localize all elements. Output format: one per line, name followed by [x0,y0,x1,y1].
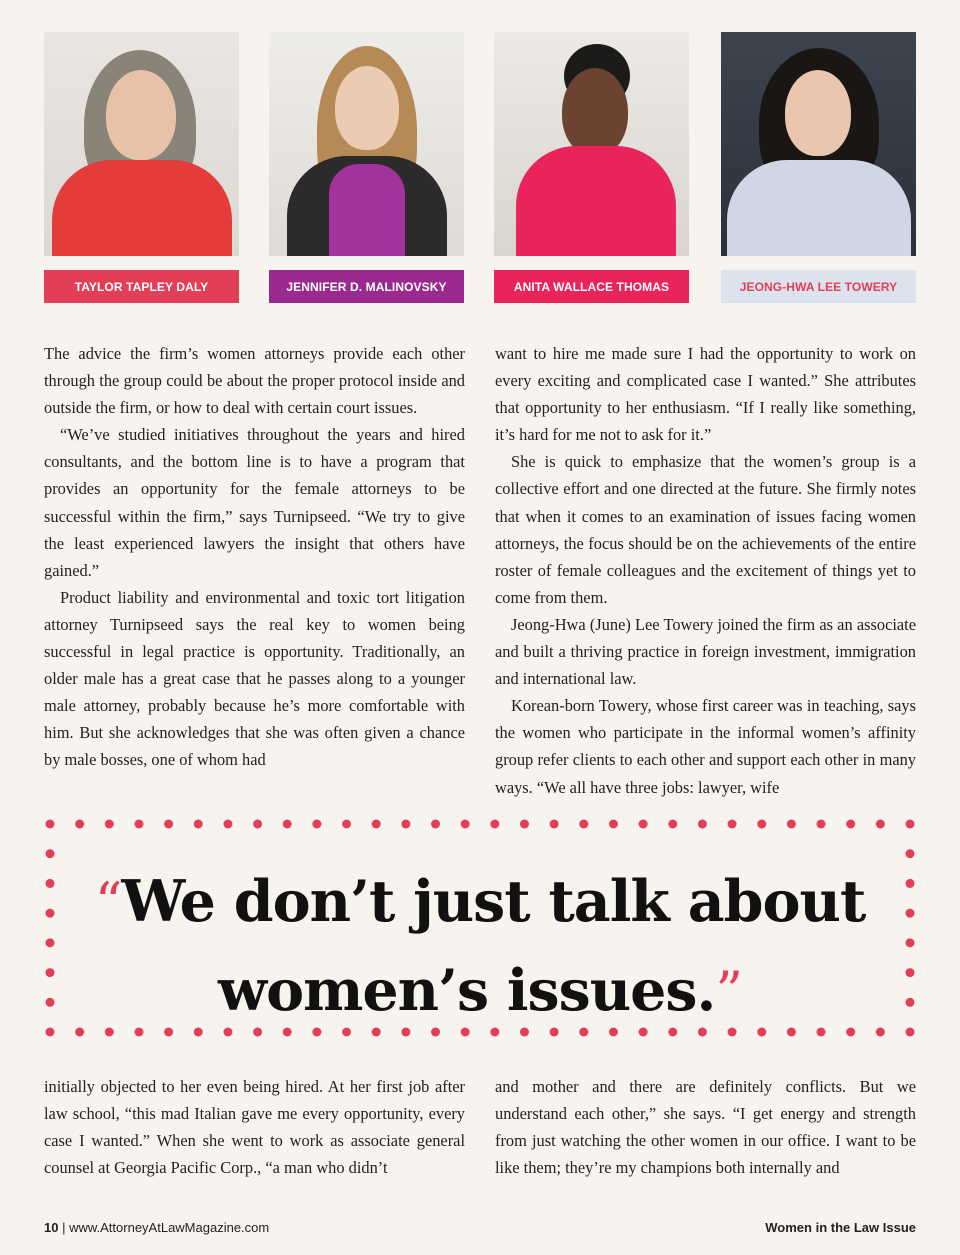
border-dot [283,820,292,829]
border-dot [728,820,737,829]
paragraph: She is quick to emphasize that the women’s group is a collective effort and one directed at the future. She firmly notes that when it comes to an examination of issues facing women attorneys, the focus should be on the achievements of the entire roster of female colleagues and the excitement of things yet to come from them. [495,452,916,607]
footer-separator: | [58,1220,70,1235]
paragraph: “We’ve studied initiatives throughout the years and hired consultants, and the bottom line is to have a program that provides an opportunity for the female attorneys to be successful within the firm,” says Turnipseed. “We try to give the least experienced lawyers the insight that others have gained.” [44,425,465,580]
border-dot [194,820,203,829]
border-dot [698,820,707,829]
portrait-card-towery [721,32,916,294]
border-dot [372,820,381,829]
paragraph: Korean-born Towery, whose first career was in teaching, says the women who participate in the informal women’s affinity group refer clients to each other and support each other in many ways. “We all have three jobs: lawyer, wife [495,696,916,797]
paragraph: Jeong-Hwa (June) Lee Towery joined the firm as an associate and built a thriving practice in foreign investment, immigration and international law. [495,614,916,689]
pull-quote [44,858,916,1036]
border-dot [105,820,114,829]
border-dot [520,820,529,829]
border-dot [876,820,885,829]
border-dot [639,820,648,829]
border-dot [787,820,796,829]
portrait-card-malinovsky [269,32,464,294]
border-dot [490,820,499,829]
border-dot [431,820,440,829]
pull-quote-box [44,818,916,1038]
border-dot [75,820,84,829]
portrait-photo-malinovsky [269,32,464,256]
border-dot [579,820,588,829]
border-dot [253,820,262,829]
portrait-row [44,32,916,304]
article-column-left-bottom [44,1073,465,1181]
border-dot [668,820,677,829]
open-quote-mark: “ [94,871,122,934]
border-dot [223,820,232,829]
article-column-right [495,340,916,801]
pull-quote-line-1 [44,858,916,947]
article-column-left [44,340,465,774]
paragraph: The advice the firm’s women attorneys provide each other through the group could be about the proper protocol inside and outside the firm, or how to deal with certain court issues. [44,344,465,418]
issue-title: Women in the Law Issue [765,1220,916,1235]
paragraph: want to hire me made sure I had the opportunity to work on every exciting and complicated case I wanted.” She attributes that opportunity to her enthusiasm. “If I really like something, it’s hard for me not to ask for it.” [495,344,916,445]
pull-quote-text-2: women’s issues. [218,957,716,1024]
portrait-photo-towery [721,32,916,256]
border-dot [46,849,55,858]
website-link[interactable]: www.AttorneyAtLawMagazine.com [69,1220,270,1235]
close-quote-mark: ” [715,960,742,1023]
footer-left [44,1220,269,1235]
border-dot [134,820,143,829]
name-label-malinovsky: JENNIFER D. MALINOVSKY [269,270,464,303]
paragraph: Product liability and environmental and toxic tort litigation attorney Turnipseed says the real key to women being successful in legal practice is opportunity. Traditionally, an older male has a great case that he passes along to a younger male attorney, probably because he’s more comfortable with him. But she acknowledges that she was often given a chance by male bosses, one of whom had [44,587,465,770]
page-number: 10 [44,1220,59,1235]
portrait-photo-thomas [494,32,689,256]
border-dot [461,820,470,829]
article-column-right-bottom [495,1073,916,1181]
border-dot [46,820,55,829]
border-dot [846,820,855,829]
portrait-photo-daly [44,32,239,256]
paragraph: and mother and there are definitely conflicts. But we understand each other,” she says. “I get energy and strength from just watching the other women in our office. I want to be like them; they’re my champions both internally and [495,1077,916,1178]
border-dot [312,820,321,829]
name-label-thomas: ANITA WALLACE THOMAS [494,270,689,303]
border-dot [906,820,915,829]
border-dot [817,820,826,829]
name-label-daly: TAYLOR TAPLEY DALY [44,270,239,303]
border-dot [906,849,915,858]
page-footer [44,1220,916,1240]
border-dot [164,820,173,829]
border-dot [401,820,410,829]
name-label-towery: JEONG-HWA LEE TOWERY [721,270,916,303]
border-dot [550,820,559,829]
border-dot [609,820,618,829]
pull-quote-text-1: We don’t just talk about [121,868,866,935]
portrait-card-daly [44,32,239,294]
border-dot [342,820,351,829]
portrait-card-thomas [494,32,689,294]
pull-quote-line-2 [44,947,916,1036]
border-dot [757,820,766,829]
paragraph: initially objected to her even being hired. At her first job after law school, “this mad Italian gave me every opportunity, every case I wanted.” When she went to work as associate general counsel at Georgia Pacific Corp., “a man who didn’t [44,1077,465,1178]
